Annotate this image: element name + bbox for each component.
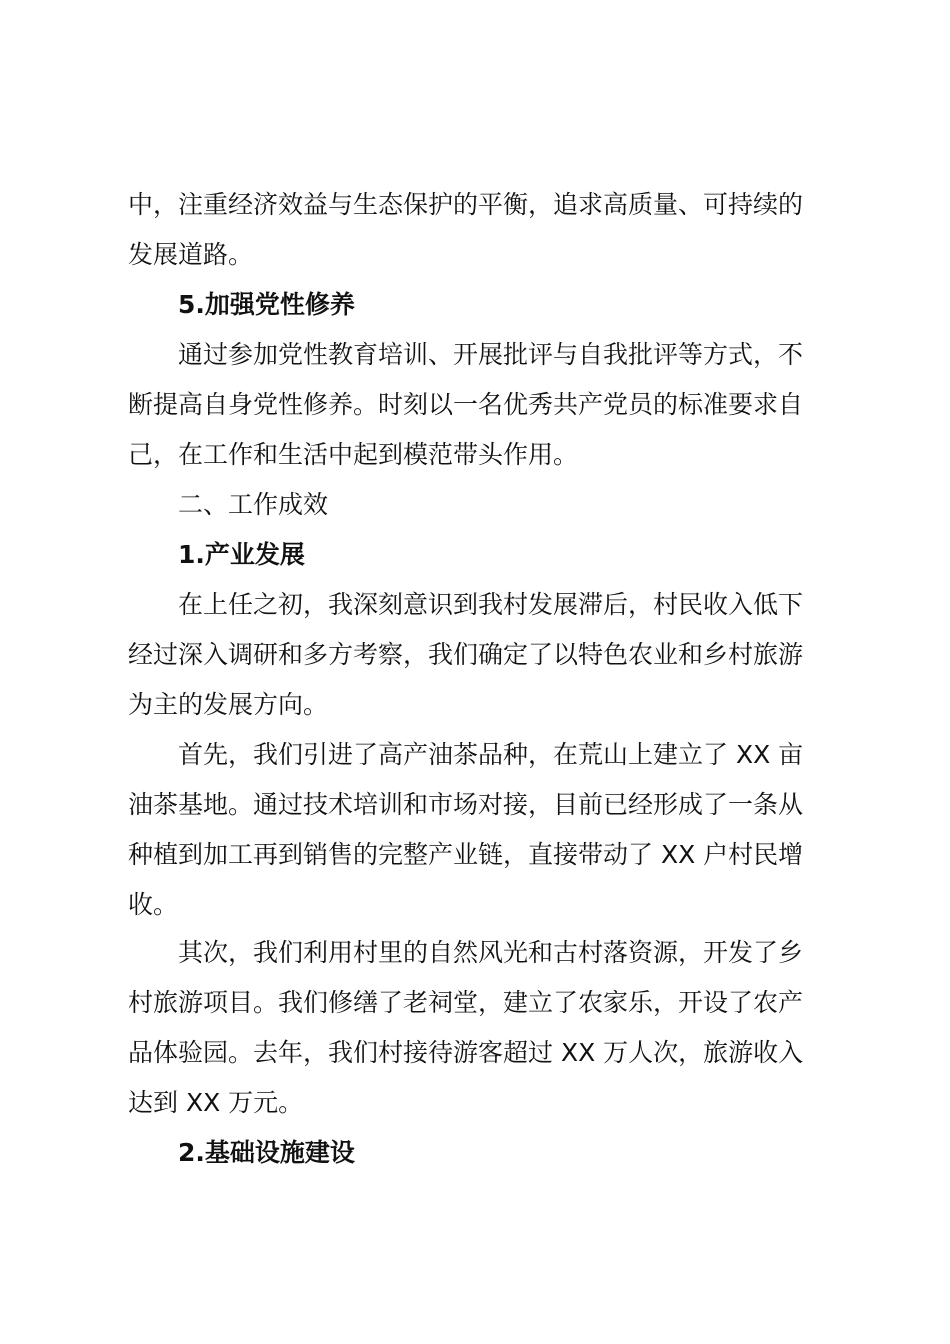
paragraph-line: 断提高自身党性修养。时刻以一名优秀共产党员的标准要求自	[128, 390, 804, 419]
paragraph-line: 通过参加党性教育培训、开展批评与自我批评等方式，不	[178, 340, 804, 369]
paragraph-line: 经过深入调研和多方考察，我们确定了以特色农业和乡村旅游	[128, 640, 804, 669]
chapter-heading: 二、工作成效	[178, 490, 329, 519]
paragraph-line: 中，注重经济效益与生态保护的平衡，追求高质量、可持续的	[128, 190, 804, 219]
paragraph-line: 其次，我们利用村里的自然风光和古村落资源，开发了乡	[178, 938, 804, 967]
paragraph-line: 在上任之初，我深刻意识到我村发展滞后，村民收入低下	[178, 590, 804, 619]
paragraph-line: 村旅游项目。我们修缮了老祠堂，建立了农家乐，开设了农产	[128, 988, 804, 1017]
section-heading: 2.基础设施建设	[178, 1138, 355, 1167]
paragraph-line: 己，在工作和生活中起到模范带头作用。	[128, 440, 579, 469]
section-heading: 1.产业发展	[178, 540, 305, 569]
paragraph-line: 种植到加工再到销售的完整产业链，直接带动了 XX 户村民增	[128, 840, 804, 869]
paragraph-line: 品体验园。去年，我们村接待游客超过 XX 万人次，旅游收入	[128, 1038, 804, 1067]
paragraph-line: 发展道路。	[128, 240, 254, 269]
paragraph-line: 收。	[128, 890, 179, 919]
paragraph-line: 为主的发展方向。	[128, 690, 329, 719]
paragraph-line: 首先，我们引进了高产油茶品种，在荒山上建立了 XX 亩	[178, 740, 804, 769]
paragraph-line: 油茶基地。通过技术培训和市场对接，目前已经形成了一条从	[128, 790, 804, 819]
paragraph-line: 达到 XX 万元。	[128, 1088, 304, 1117]
section-heading: 5.加强党性修养	[178, 290, 355, 319]
